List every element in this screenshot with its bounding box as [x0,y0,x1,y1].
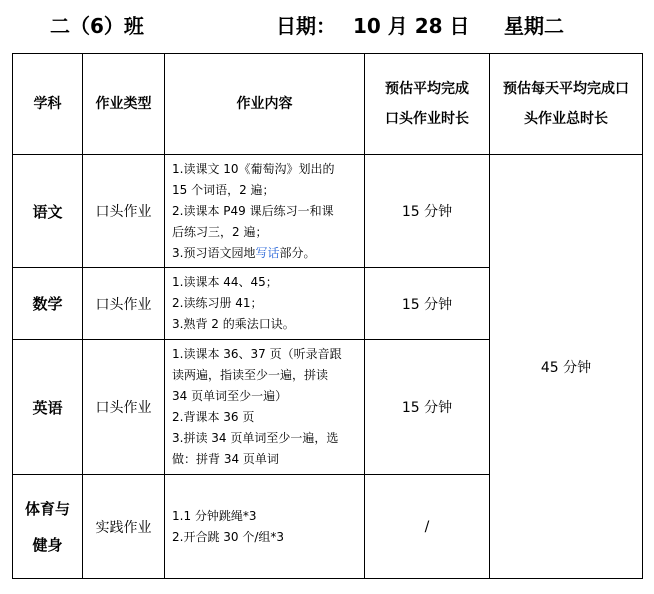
content-line: 读两遍，指读至少一遍，拼读 [172,368,329,382]
duration-cell: 15 分钟 [365,340,490,475]
subject-line2: 健身 [32,535,63,554]
content-cell [165,475,365,579]
content-line [172,243,360,264]
type-cell: 实践作业 [83,475,165,579]
content-cell [165,155,365,268]
content-line: 1.1 分钟跳绳*3 [172,508,257,523]
header-content: 作业内容 [165,54,365,155]
content-line: 15 个词语，2 遍； [172,182,275,197]
content-line: 3.拼读 34 页单词至少一遍，选 [172,431,339,445]
duration-cell: 15 分钟 [365,155,490,268]
type-cell: 口头作业 [83,340,165,475]
content-line: 34 页单词至少一遍） [172,389,288,403]
content-text: 部分。 [279,245,316,260]
weekday-value: 星期二 [504,14,564,38]
subject-cell [13,475,83,579]
type-cell: 口头作业 [83,268,165,340]
header-estimate-line1: 预估平均完成 [385,81,469,97]
header-type: 作业类型 [83,54,165,155]
content-line: 后练习三，2 遍； [172,224,268,239]
subject-cell: 数学 [13,268,83,340]
header-estimate [365,54,490,155]
content-line: 1.读课本 36、37 页（听录音跟 [172,347,342,361]
content-cell [165,340,365,475]
content-line: 2.读练习册 41； [172,296,263,310]
homework-table [12,53,643,579]
date-label: 日期： [276,14,336,38]
highlighted-text: 写话 [255,245,280,260]
table-header-row [13,54,643,155]
type-cell: 口头作业 [83,155,165,268]
class-label: 二（6）班 [50,14,144,38]
duration-cell: 15 分钟 [365,268,490,340]
header-total [490,54,643,155]
content-text: 3.预习语文园地 [172,245,256,260]
content-line: 2.背课本 36 页 [172,410,255,424]
content-line: 做：拼背 34 页单词 [172,452,279,466]
duration-cell: / [365,475,490,579]
table-row-chinese [13,155,643,268]
content-line: 1.读课文 10《葡萄沟》划出的 [172,161,335,176]
page-header [0,6,654,42]
content-line: 1.读课本 44、45； [172,275,278,289]
content-cell [165,268,365,340]
total-duration-cell: 45 分钟 [490,155,643,579]
header-total-line2: 头作业总时长 [524,111,608,127]
subject-cell: 语文 [13,155,83,268]
date-value: 10 月 28 日 [353,14,470,38]
content-line: 2.读课本 P49 课后练习一和课 [172,203,334,218]
subject-line1: 体育与 [24,499,70,518]
content-line: 2.开合跳 30 个/组*3 [172,529,285,544]
header-estimate-line2: 口头作业时长 [385,111,469,127]
header-total-line1: 预估每天平均完成口 [503,81,629,97]
content-line: 3.熟背 2 的乘法口诀。 [172,317,295,331]
header-subject: 学科 [13,54,83,155]
subject-cell: 英语 [13,340,83,475]
